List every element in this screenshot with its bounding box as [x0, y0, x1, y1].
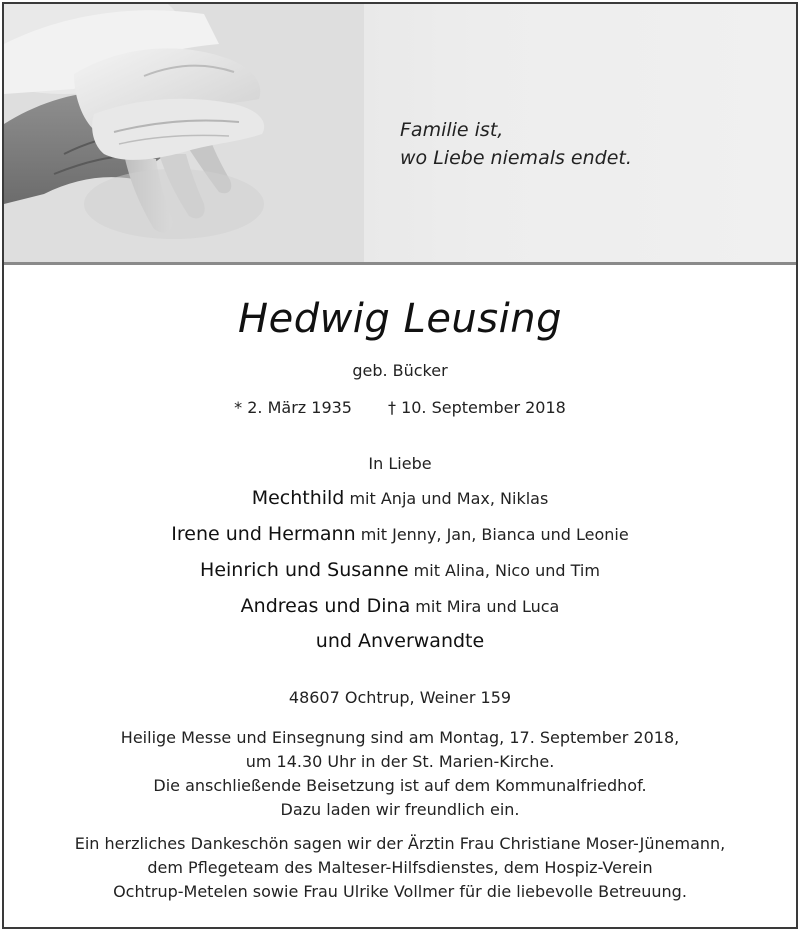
family-children: mit Alina, Nico und Tim: [408, 561, 600, 580]
thanks-info: [4, 832, 796, 904]
family-main: Andreas und Dina: [240, 595, 411, 617]
thanks-line-1: Ein herzliches Dankeschön sagen wir der Ärztin Frau Christiane Moser-Jünemann,: [74, 834, 726, 853]
family-line: [4, 559, 796, 581]
quote-line-2: wo Liebe niemals endet.: [400, 147, 632, 169]
service-line-1: Heilige Messe und Einsegnung sind am Montag, 17. September 2018,: [120, 728, 680, 747]
family-line: [4, 595, 796, 617]
family-line: [4, 487, 796, 509]
family-children: mit Mira und Luca: [410, 597, 560, 616]
family-line: [4, 523, 796, 545]
obituary-card: [2, 2, 798, 929]
family-main: Mechthild: [251, 487, 345, 509]
family-children: mit Anja und Max, Niklas: [344, 489, 549, 508]
header-quote: [400, 116, 632, 172]
birth-date: * 2. März 1935: [234, 398, 352, 417]
death-date: † 10. September 2018: [387, 398, 566, 417]
relatives-line: und Anverwandte: [315, 630, 485, 652]
service-line-2: um 14.30 Uhr in der St. Marien-Kirche.: [245, 752, 555, 771]
deceased-name: Hedwig Leusing: [238, 296, 562, 342]
thanks-line-3: Ochtrup-Metelen sowie Frau Ulrike Vollmer für die liebevolle Betreuung.: [113, 882, 687, 901]
family-main: Irene und Hermann: [171, 523, 356, 545]
quote-line-1: Familie ist,: [400, 119, 504, 141]
family-children: mit Jenny, Jan, Bianca und Leonie: [355, 525, 629, 544]
service-line-4: Dazu laden wir freundlich ein.: [280, 800, 520, 819]
thanks-line-2: dem Pflegeteam des Malteser-Hilfsdienstes, dem Hospiz-Verein: [147, 858, 653, 877]
in-love-intro: In Liebe: [368, 454, 432, 473]
born-name: geb. Bücker: [352, 361, 448, 380]
family-main: Heinrich und Susanne: [200, 559, 409, 581]
address: 48607 Ochtrup, Weiner 159: [288, 688, 512, 707]
service-line-3: Die anschließende Beisetzung ist auf dem Kommunalfriedhof.: [153, 776, 647, 795]
hands-photo-icon: [4, 4, 364, 262]
service-info: [4, 726, 796, 822]
header-photo-banner: [4, 4, 796, 265]
life-dates: [4, 398, 796, 417]
